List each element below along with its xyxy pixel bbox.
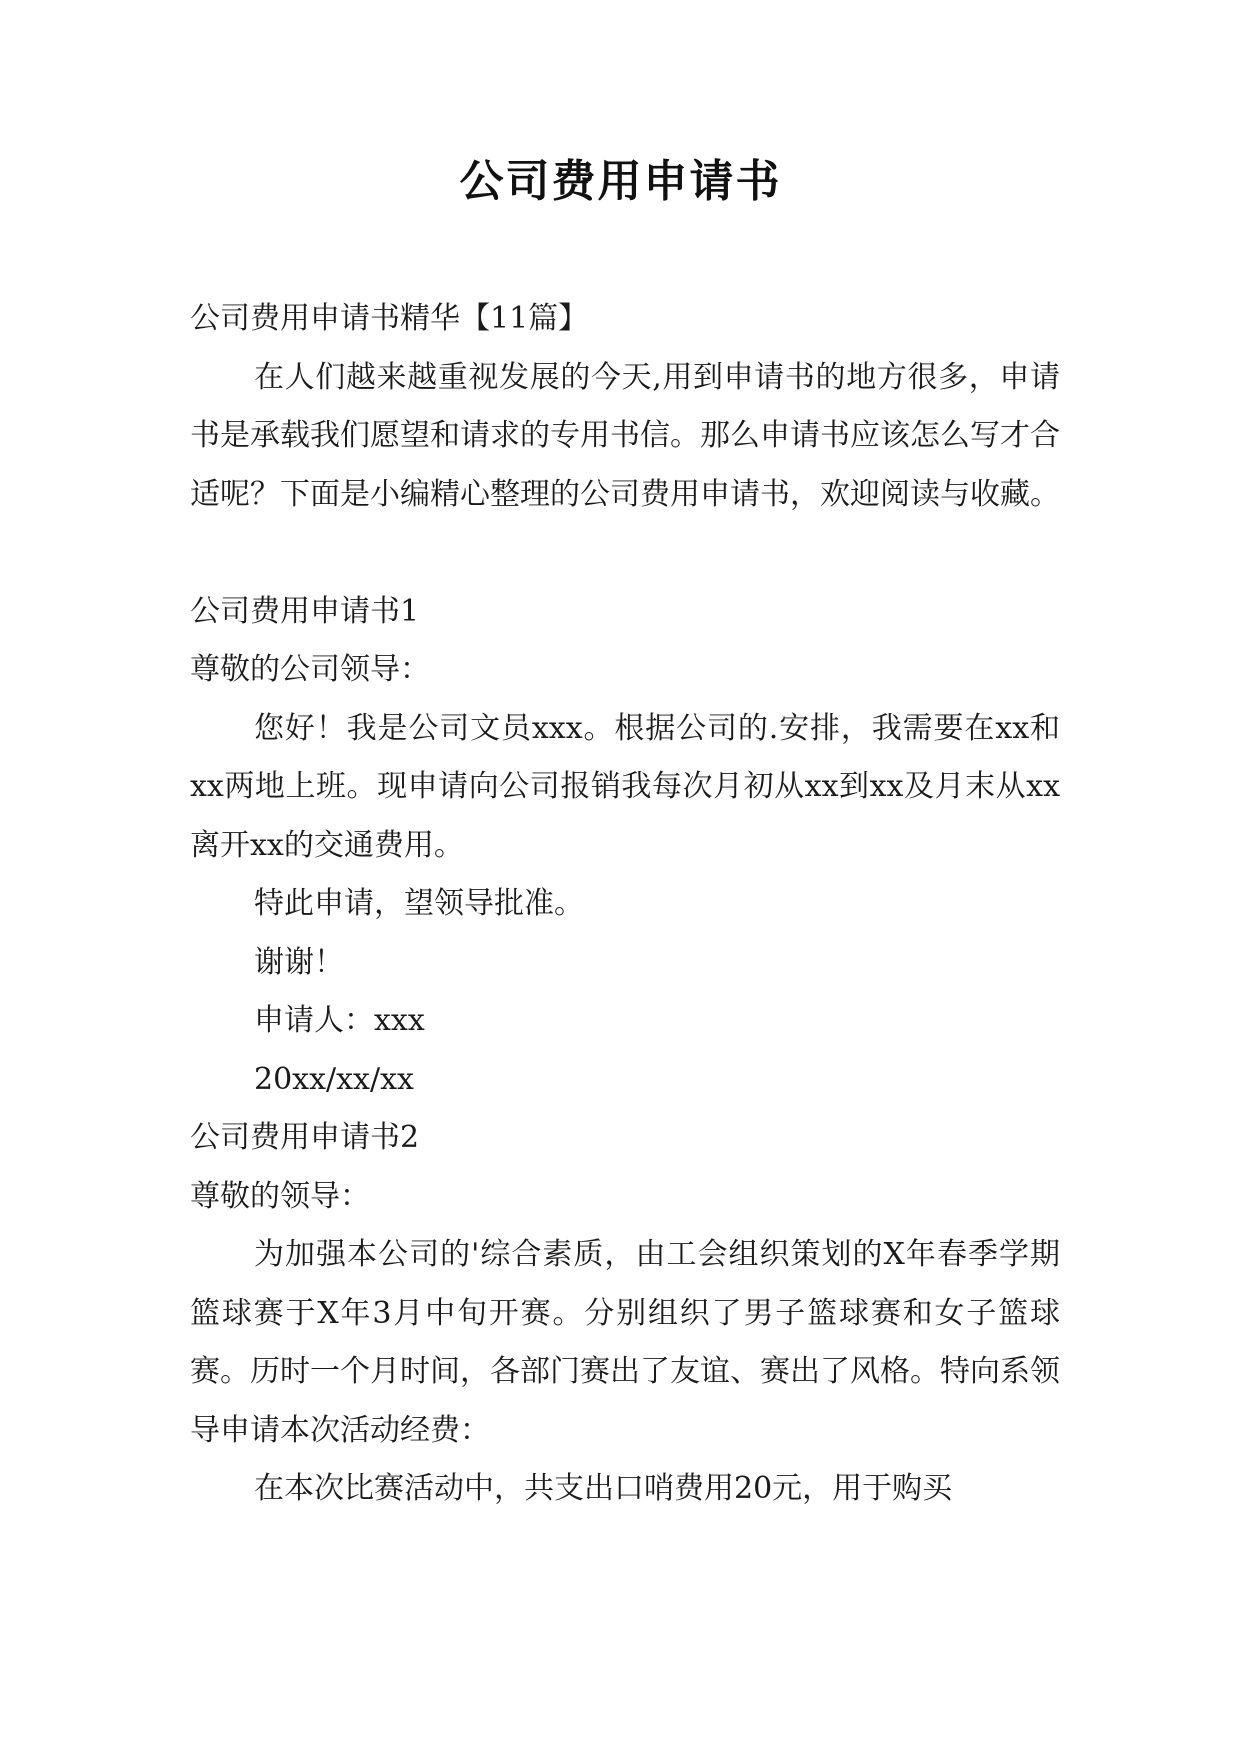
letter-salutation: 尊敬的公司领导： bbox=[190, 652, 430, 687]
document-subtitle: 公司费用申请书精华【11篇】 bbox=[190, 301, 589, 336]
letter-heading: 公司费用申请书2 bbox=[190, 1120, 420, 1155]
letter-closing: 谢谢！ bbox=[254, 944, 344, 980]
document-body bbox=[190, 290, 1060, 1519]
letter-date: 20xx/xx/xx bbox=[254, 1061, 414, 1097]
letter-paragraph: 在本次比赛活动中，共支出口哨费用20元，用于购买 bbox=[254, 1471, 953, 1506]
letter-paragraph: 特此申请，望领导批准。 bbox=[254, 886, 584, 921]
section-gap bbox=[190, 524, 1060, 583]
letter-salutation: 尊敬的领导： bbox=[190, 1178, 370, 1214]
intro-paragraph: 在人们越来越重视发展的今天,用到申请书的地方很多，申请书是承载我们愿望和请求的专用书信。那么申请书应该怎么写才合适呢？下面是小编精心整理的公司费用申请书，欢迎阅读与收藏。 bbox=[190, 359, 1060, 512]
letter-signature: 申请人：xxx bbox=[254, 1003, 425, 1038]
letter-heading: 公司费用申请书1 bbox=[190, 593, 420, 629]
document-title: 公司费用申请书 bbox=[459, 156, 782, 207]
letter-paragraph: 为加强本公司的'综合素质，由工会组织策划的X年春季学期篮球赛于X年3月中旬开赛。分别组织了男子篮球赛和女子篮球赛。历时一个月时间，各部门赛出了友谊、赛出了风格。特向系领导申请本次活动经费： bbox=[190, 1237, 1060, 1448]
letter-paragraph: 您好！我是公司文员xxx。根据公司的.安排，我需要在xx和xx两地上班。现申请向公司报销我每次月初从xx到xx及月末从xx离开xx的交通费用。 bbox=[190, 710, 1060, 863]
